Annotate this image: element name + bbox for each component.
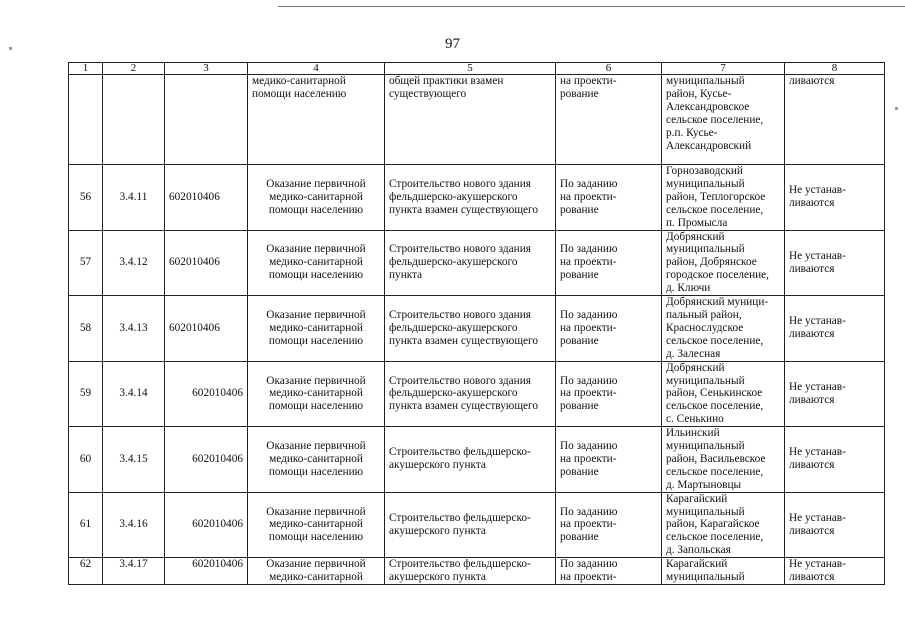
basis-line: на проекти- [560,571,617,584]
basis-line: на проекти- [560,518,617,531]
basis-line: По заданию [560,308,618,321]
row-number-cell: 61 [69,492,103,558]
section-number-cell: 3.4.11 [103,165,165,231]
status-cell [785,427,885,493]
table-row [69,427,885,493]
service-cell [248,296,385,362]
cell-text-line: существующего [389,87,467,100]
service-line: Оказание первичной [266,374,366,387]
basis-line: рование [560,334,599,347]
location-line: сельское поселение, [666,531,764,544]
basis-line: на проекти- [560,190,617,203]
cell-text-line: на проекти- [560,75,617,87]
object-line: Строительство фельдшерско- [389,558,531,571]
basis-line: рование [560,531,599,544]
row-number-cell: 59 [69,361,103,427]
object-cell [385,296,556,362]
row-number-cell: 60 [69,427,103,493]
cell-text-line: общей практики взамен [389,75,504,87]
location-line: сельское поселение, [666,334,764,347]
service-line: медико-санитарной [269,452,363,465]
section-number-cell: 3.4.14 [103,361,165,427]
section-number-cell: 3.4.15 [103,427,165,493]
column-header-6: 6 [556,63,662,75]
object-line: фельдшерско-акушерского [389,190,518,203]
basis-cell [556,296,662,362]
service-line: медико-санитарной [269,321,363,334]
continuation-row [69,75,885,165]
location-line: муниципальный [666,440,745,453]
service-line: помощи населению [268,465,364,478]
status-line: ливаются [789,197,835,210]
basis-line: рование [560,465,599,478]
code-cell: 602010406 [165,296,248,362]
object-line: Строительство фельдшерско- [389,512,531,525]
location-line: муниципальный [666,374,745,387]
table-body [69,63,885,585]
column-header-5: 5 [385,63,556,75]
service-line: Оказание первичной [266,440,366,453]
status-cell [785,492,885,558]
continuation-cell-num [69,75,103,165]
location-line: п. Промысла [666,216,728,229]
location-line: район, Сенькинское [666,387,763,400]
continuation-cell-code [165,75,248,165]
location-cell [662,427,785,493]
status-line: ливаются [789,393,835,406]
location-line: д. Залесная [666,347,721,360]
location-line: муниципальный [666,505,745,518]
cell-text-line: Александровское [666,100,750,113]
row-number-cell: 57 [69,230,103,296]
status-line: Не устанав- [789,512,846,525]
cell-text-line: помощи населению [252,87,347,100]
header-row [69,63,885,75]
table-row [69,230,885,296]
object-line: Строительство фельдшерско- [389,446,531,459]
location-line: муниципальный [666,243,745,256]
service-line: медико-санитарной [269,571,363,584]
service-line: помощи населению [268,269,364,282]
status-line: Не устанав- [789,249,846,262]
continuation-cell-section [103,75,165,165]
service-cell [248,492,385,558]
status-cell [785,361,885,427]
object-line: акушерского пункта [389,571,486,584]
code-cell: 602010406 [165,361,248,427]
service-line: медико-санитарной [269,518,363,531]
status-line: ливаются [789,262,835,275]
code-cell: 602010406 [165,558,248,585]
location-line: городское поселение, [666,269,769,282]
location-line: район, Васильевское [666,452,766,465]
section-number-cell: 3.4.16 [103,492,165,558]
object-line: фельдшерско-акушерского [389,321,518,334]
register-table [68,62,885,585]
cell-text-line: р.п. Кусье- [666,126,718,139]
row-number-cell: 56 [69,165,103,231]
status-line: Не устанав- [789,184,846,197]
table-row [69,558,885,585]
location-line: д. Запольская [666,544,731,557]
service-cell [248,165,385,231]
continuation-cell-basis [556,75,662,165]
basis-line: на проекти- [560,321,617,334]
location-line: район, Карагайское [666,518,760,531]
location-line: Горнозаводский [666,165,743,177]
service-line: помощи населению [268,400,364,413]
basis-line: рование [560,400,599,413]
object-line: акушерского пункта [389,524,486,537]
location-line: Добрянский [666,230,725,243]
section-number-cell: 3.4.17 [103,558,165,585]
cell-text-line: муниципальный [666,75,745,87]
status-cell [785,296,885,362]
table-row [69,296,885,362]
service-line: помощи населению [268,334,364,347]
service-line: медико-санитарной [269,387,363,400]
status-line: Не устанав- [789,380,846,393]
scan-artifact-dot [895,107,898,110]
column-header-7: 7 [662,63,785,75]
object-line: пункта взамен существующего [389,203,539,216]
location-line: Краснослудское [666,321,744,334]
code-cell: 602010406 [165,165,248,231]
code-cell: 602010406 [165,492,248,558]
code-cell: 602010406 [165,427,248,493]
object-line: фельдшерско-акушерского [389,256,518,269]
status-line: ливаются [789,524,835,537]
location-line: Карагайский [666,492,728,505]
object-cell [385,427,556,493]
service-line: помощи населению [268,531,364,544]
object-line: Строительство нового здания [389,177,531,190]
basis-cell [556,427,662,493]
location-line: район, Добрянское [666,256,757,269]
column-header-2: 2 [103,63,165,75]
cell-text-line: Александровский [666,139,752,152]
location-line: Добрянский муници- [666,296,769,309]
location-line: сельское поселение, [666,203,764,216]
cell-text-line: сельское поселение, [666,113,764,126]
page-number: 97 [445,36,460,52]
column-header-3: 3 [165,63,248,75]
basis-cell [556,558,662,585]
location-cell [662,165,785,231]
section-number-cell: 3.4.12 [103,230,165,296]
object-line: пункта взамен существующего [389,400,539,413]
basis-line: на проекти- [560,256,617,269]
basis-line: на проекти- [560,452,617,465]
basis-line: По заданию [560,440,618,453]
continuation-cell-object [385,75,556,165]
basis-line: По заданию [560,505,618,518]
continuation-cell-status [785,75,885,165]
location-line: Добрянский [666,361,725,374]
row-number-cell: 62 [69,558,103,585]
object-cell [385,558,556,585]
service-cell [248,558,385,585]
cell-text-line: рование [560,87,599,100]
location-line: муниципальный [666,571,745,584]
object-line: Строительство нового здания [389,308,531,321]
object-cell [385,165,556,231]
object-cell [385,230,556,296]
table-row [69,165,885,231]
location-cell [662,492,785,558]
object-line: фельдшерско-акушерского [389,387,518,400]
table-row [69,361,885,427]
service-cell [248,230,385,296]
object-cell [385,492,556,558]
cell-text-line: медико-санитарной [252,75,346,87]
location-line: пальный район, [666,308,742,321]
basis-line: По заданию [560,558,618,571]
status-line: ливаются [789,571,835,584]
status-line: Не устанав- [789,315,846,328]
service-line: Оказание первичной [266,505,366,518]
status-line: Не устанав- [789,558,846,571]
service-line: помощи населению [268,203,364,216]
basis-line: По заданию [560,243,618,256]
location-line: Ильинский [666,427,720,440]
section-number-cell: 3.4.13 [103,296,165,362]
location-cell [662,361,785,427]
service-line: Оказание первичной [266,243,366,256]
service-line: Оказание первичной [266,558,366,571]
location-line: сельское поселение, [666,400,764,413]
location-line: д. Мартыновцы [666,478,742,491]
service-line: Оказание первичной [266,177,366,190]
scan-top-border [278,6,905,7]
service-line: медико-санитарной [269,190,363,203]
object-cell [385,361,556,427]
cell-text-line: район, Кусье- [666,87,732,100]
status-cell [785,230,885,296]
service-cell [248,427,385,493]
continuation-cell-location [662,75,785,165]
basis-cell [556,492,662,558]
service-line: Оказание первичной [266,308,366,321]
column-header-8: 8 [785,63,885,75]
cell-text-line: ливаются [789,75,835,87]
basis-cell [556,230,662,296]
location-line: с. Сенькино [666,413,724,426]
location-cell [662,558,785,585]
object-line: пункта [389,269,423,282]
basis-line: рование [560,203,599,216]
basis-cell [556,361,662,427]
basis-line: По заданию [560,374,618,387]
location-line: район, Теплогорское [666,190,766,203]
status-line: Не устанав- [789,446,846,459]
location-line: муниципальный [666,177,745,190]
status-line: ливаются [789,328,835,341]
location-line: д. Ключи [666,282,711,295]
basis-line: рование [560,269,599,282]
basis-line: По заданию [560,177,618,190]
column-header-4: 4 [248,63,385,75]
location-line: Карагайский [666,558,728,571]
basis-cell [556,165,662,231]
row-number-cell: 58 [69,296,103,362]
status-line: ливаются [789,459,835,472]
basis-line: на проекти- [560,387,617,400]
service-cell [248,361,385,427]
object-line: акушерского пункта [389,459,486,472]
column-header-1: 1 [69,63,103,75]
object-line: Строительство нового здания [389,374,531,387]
location-line: сельское поселение, [666,465,764,478]
table-row [69,492,885,558]
service-line: медико-санитарной [269,256,363,269]
code-cell: 602010406 [165,230,248,296]
location-cell [662,296,785,362]
location-cell [662,230,785,296]
status-cell [785,165,885,231]
object-line: пункта взамен существующего [389,334,539,347]
status-cell [785,558,885,585]
object-line: Строительство нового здания [389,243,531,256]
continuation-cell-service [248,75,385,165]
